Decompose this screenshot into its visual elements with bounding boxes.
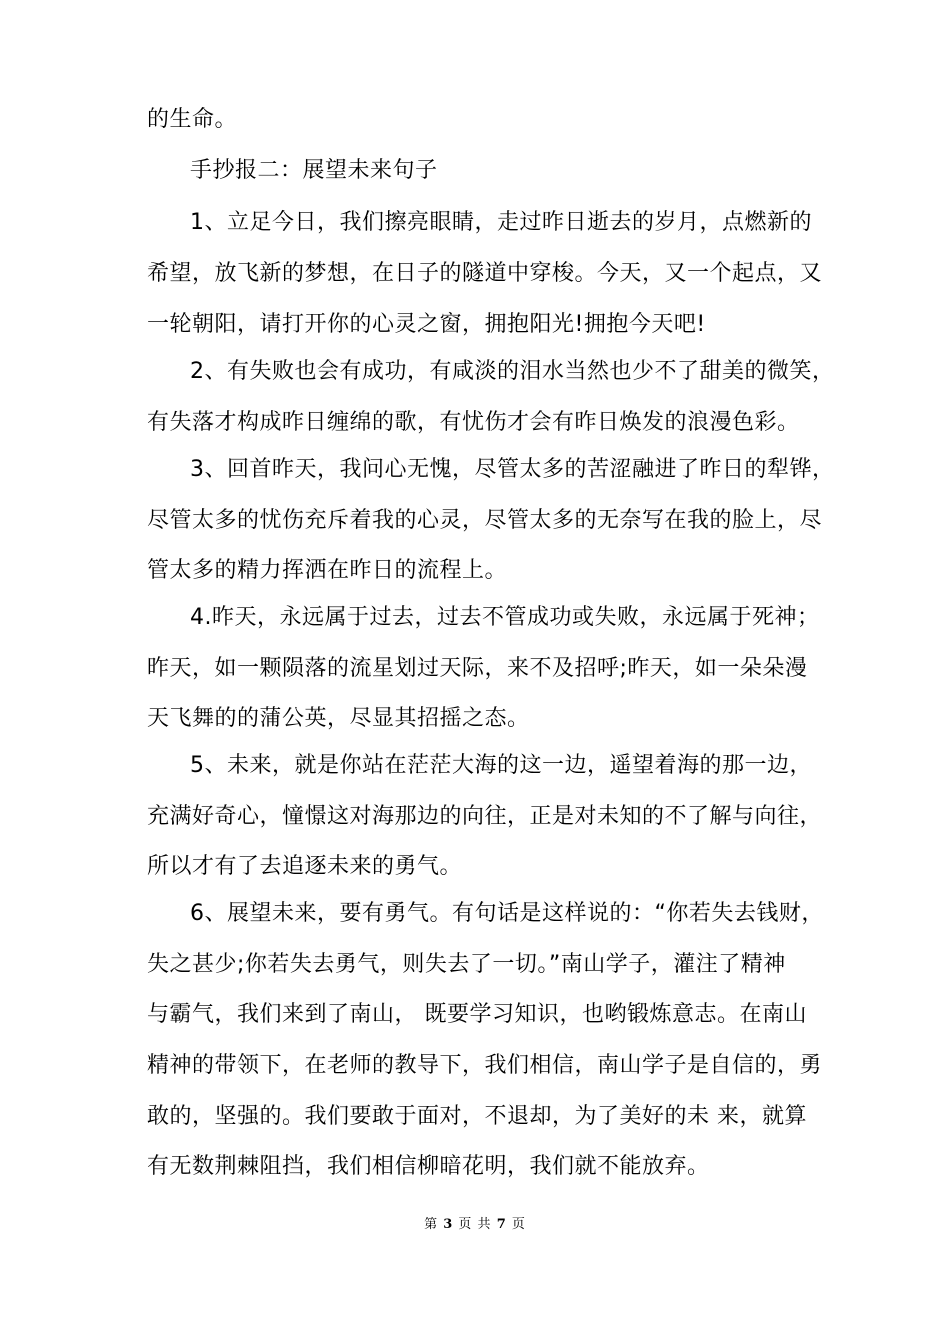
text-line: 6、展望未来，要有勇气。有句话是这样说的：“你若失去钱财， (190, 901, 824, 926)
text-line: 所以才有了去追逐未来的勇气。 (147, 854, 463, 879)
page-footer (0, 1215, 950, 1235)
section-heading: 手抄报二：展望未来句子 (190, 158, 438, 183)
text-line: 尽管太多的忧伤充斥着我的心灵，尽管太多的无奈写在我的脸上，尽 (147, 508, 823, 533)
text-line: 3、回首昨天，我问心无愧，尽管太多的苦涩融进了昨日的犁铧， (190, 457, 835, 482)
text-line: 1、立足今日，我们擦亮眼睛，走过昨日逝去的岁月，点燃新的 (190, 210, 812, 235)
text-line: 失之甚少;你若失去勇气，则失去了一切。”南山学子，灌注了精神 (147, 952, 786, 977)
text-line: 有失落才构成昨日缠绵的歌，有忧伤才会有昨日焕发的浪漫色彩。 (147, 410, 800, 435)
text-line: 管太多的精力挥洒在昨日的流程上。 (147, 558, 508, 583)
text-line: 有无数荆棘阻挡，我们相信柳暗花明，我们就不能放弃。 (147, 1154, 710, 1179)
text-line: 2、有失败也会有成功，有咸淡的泪水当然也少不了甜美的微笑， (190, 359, 835, 384)
text-line: 敢的，坚强的。我们要敢于面对，不退却，为了美好的未 来，就算 (147, 1104, 807, 1129)
text-line: 与霸气，我们来到了南山， 既要学习知识，也哟锻炼意志。在南山 (147, 1002, 807, 1027)
text-line: 天飞舞的的蒲公英，尽显其招摇之态。 (147, 706, 530, 731)
current-page-number: 3 (443, 1217, 454, 1232)
total-pages-number: 7 (496, 1217, 507, 1232)
text-line: 5、未来，就是你站在茫茫大海的这一边，遥望着海的那一边， (190, 753, 812, 778)
text-line: 希望，放飞新的梦想，在日子的隧道中穿梭。今天，又一个起点，又 (147, 261, 823, 286)
footer-middle: 页 共 (458, 1217, 492, 1232)
text-line: 的生命。 (147, 107, 238, 132)
text-line: 昨天，如一颗陨落的流星划过天际，来不及招呼;昨天，如一朵朵漫 (147, 656, 808, 681)
footer-suffix: 页 (511, 1217, 526, 1232)
footer-prefix: 第 (424, 1217, 439, 1232)
text-line: 4.昨天，永远属于过去，过去不管成功或失败，永远属于死神； (190, 605, 820, 630)
text-line: 充满好奇心，憧憬这对海那边的向往，正是对未知的不了解与向往， (147, 804, 823, 829)
text-line: 一轮朝阳，请打开你的心灵之窗，拥抱阳光!拥抱今天吧! (147, 312, 706, 337)
text-line: 精神的带领下，在老师的教导下，我们相信，南山学子是自信的，勇 (147, 1053, 823, 1078)
